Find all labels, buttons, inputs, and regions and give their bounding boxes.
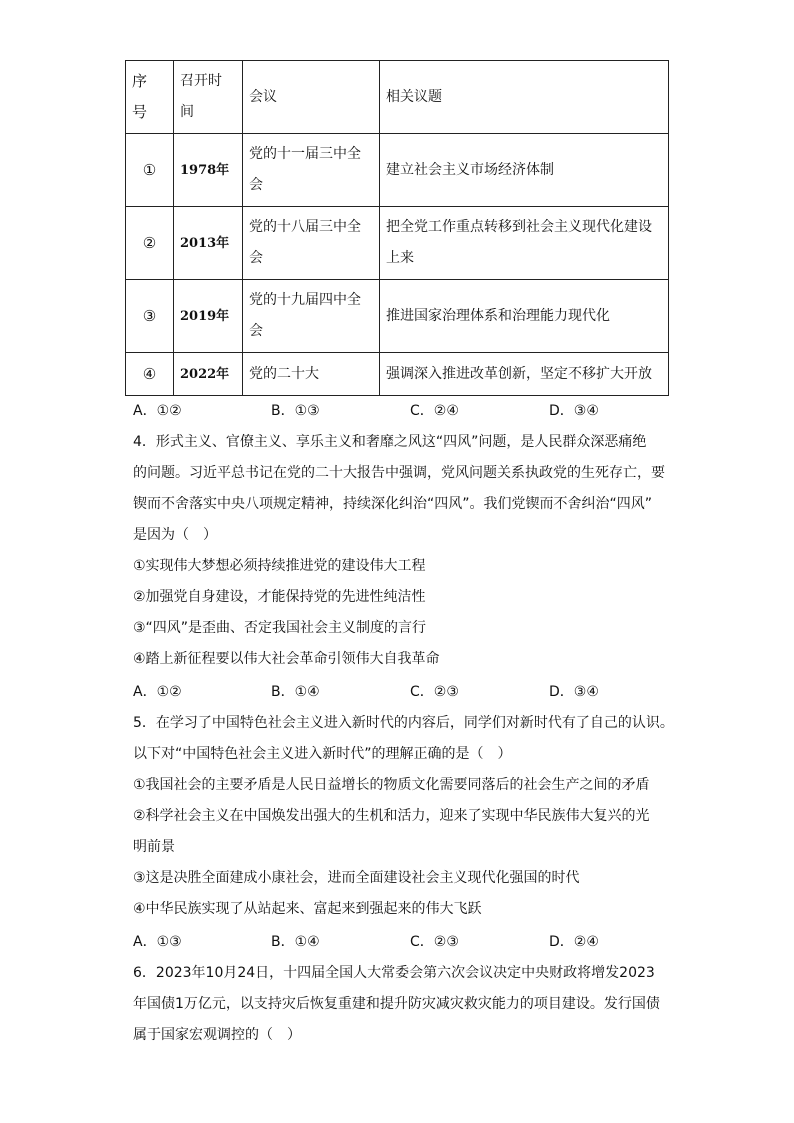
meeting-line: 会: [249, 250, 263, 266]
topic-line: 上来: [386, 250, 414, 266]
statement-item: ①我国社会的主要矛盾是人民日益增长的物质文化需要同落后的社会生产之间的矛盾: [133, 777, 650, 793]
option-c[interactable]: C．②③: [410, 934, 459, 950]
table-row: [126, 134, 669, 207]
header-time-line2: 间: [180, 104, 194, 120]
statement-item: ④中华民族实现了从站起来、富起来到强起来的伟大飞跃: [133, 901, 482, 917]
topic-line: 强调深入推进改革创新，坚定不移扩大开放: [386, 365, 652, 382]
topic-line: 把全党工作重点转移到社会主义现代化建设: [386, 219, 652, 235]
row-meeting: [243, 134, 380, 207]
question-5: [133, 708, 678, 925]
option-a[interactable]: A．①②: [133, 684, 182, 700]
statement-item: ②科学社会主义在中国焕发出强大的生机和活力，迎来了实现中华民族伟大复兴的光: [133, 808, 650, 824]
topic-line: 建立社会主义市场经济体制: [386, 161, 554, 178]
meeting-line: 党的十九届四中全: [249, 292, 361, 308]
statement-item: ③这是决胜全面建成小康社会，进而全面建设社会主义现代化强国的时代: [133, 870, 580, 886]
option-b[interactable]: B．①③: [271, 403, 320, 419]
option-a[interactable]: A．①②: [133, 403, 182, 419]
question-stem-line: 4．形式主义、官僚主义、享乐主义和奢靡之风这“四风”问题，是人民群众深恶痛绝: [133, 434, 647, 450]
question-stem-line: 6．2023年10月24日，十四届全国人大常委会第六次会议决定中央财政将增发2023: [133, 965, 655, 981]
row-meeting: [243, 353, 380, 396]
row-meeting: [243, 280, 380, 353]
meeting-line: 党的十一届三中全: [249, 146, 361, 162]
meeting-line: 党的十八届三中全: [249, 219, 361, 235]
meeting-line: 会: [249, 177, 263, 193]
header-number-line2: 号: [132, 103, 148, 121]
row-number: ③: [126, 280, 174, 353]
row-topic: [380, 207, 669, 280]
meeting-line: 会: [249, 323, 263, 339]
question-stem-line: 5．在学习了中国特色社会主义进入新时代的内容后，同学们对新时代有了自己的认识。: [133, 715, 674, 731]
table-header-row: [126, 61, 669, 134]
question-stem-line: 年国债1万亿元，以支持灾后恢复重建和提升防灾减灾救灾能力的项目建设。发行国债: [133, 996, 660, 1012]
row-topic: [380, 353, 669, 396]
header-time-line1: 召开时: [180, 73, 222, 89]
statement-item: ①实现伟大梦想必须持续推进党的建设伟大工程: [133, 558, 426, 574]
option-b[interactable]: B．①④: [271, 684, 320, 700]
row-number: ②: [126, 207, 174, 280]
option-a[interactable]: A．①③: [133, 934, 182, 950]
option-d[interactable]: D．③④: [549, 403, 599, 419]
header-cell-topic: 相关议题: [380, 61, 669, 134]
q3-options: [133, 396, 653, 427]
row-meeting: [243, 207, 380, 280]
row-topic: [380, 280, 669, 353]
row-topic: [380, 134, 669, 207]
statement-item: ③“四风”是歪曲、否定我国社会主义制度的言行: [133, 620, 427, 636]
option-c[interactable]: C．②④: [410, 403, 459, 419]
header-number-line1: 序: [132, 72, 148, 90]
header-cell-meeting: 会议: [243, 61, 380, 134]
option-c[interactable]: C．②③: [410, 684, 459, 700]
question-stem-line: 锲而不舍落实中央八项规定精神，持续深化纠治“四风”。我们党锲而不舍纠治“四风”: [133, 496, 653, 512]
statement-item: ②加强党自身建设，才能保持党的先进性纯洁性: [133, 589, 426, 605]
row-year: 2013年: [174, 207, 243, 280]
q4-options: [133, 677, 653, 708]
row-number: ④: [126, 353, 174, 396]
q5-options: [133, 927, 653, 958]
topic-line: 推进国家治理体系和治理能力现代化: [386, 307, 610, 324]
row-year: 2022年: [174, 353, 243, 396]
table-row: [126, 207, 669, 280]
question-stem-line: 的问题。习近平总书记在党的二十大报告中强调，党风问题关系执政党的生死存亡，要: [133, 465, 665, 481]
question-4: [133, 427, 678, 675]
statement-item: 明前景: [133, 839, 175, 855]
question-6: [133, 958, 678, 1051]
row-number: ①: [126, 134, 174, 207]
header-cell-number: [126, 61, 174, 134]
question-stem-line: 是因为（ ）: [133, 527, 217, 543]
meeting-line: 党的二十大: [249, 365, 319, 382]
option-d[interactable]: D．②④: [549, 934, 599, 950]
question-stem-line: 属于国家宏观调控的（ ）: [133, 1027, 301, 1043]
row-year: 1978年: [174, 134, 243, 207]
table-row: [126, 353, 669, 396]
statement-item: ④踏上新征程要以伟大社会革命引领伟大自我革命: [133, 651, 440, 667]
option-d[interactable]: D．③④: [549, 684, 599, 700]
table-row: [126, 280, 669, 353]
header-cell-time: [174, 61, 243, 134]
option-b[interactable]: B．①④: [271, 934, 320, 950]
question-stem-line: 以下对“中国特色社会主义进入新时代”的理解正确的是（ ）: [133, 746, 512, 762]
row-year: 2019年: [174, 280, 243, 353]
party-meetings-table: [125, 60, 669, 396]
